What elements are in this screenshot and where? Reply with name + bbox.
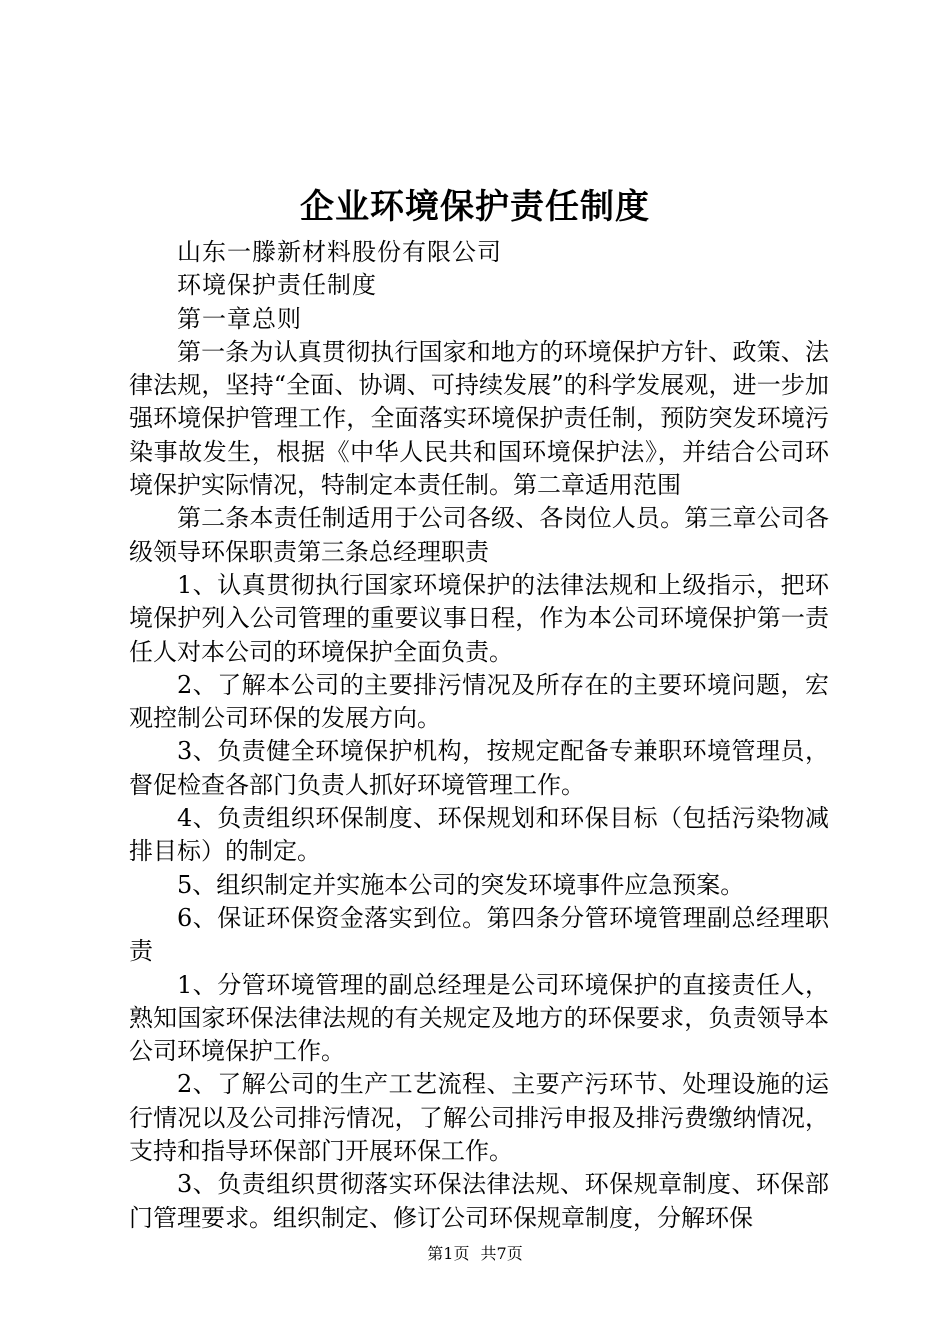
paragraph-gm-duty-4: 4、负责组织环保制度、环保规划和环保目标（包括污染物减排目标）的制定。 bbox=[129, 804, 829, 866]
document-body bbox=[129, 236, 829, 1235]
document-title: 企业环境保护责任制度 bbox=[300, 187, 650, 227]
paragraph-gm-duty-2: 2、了解本公司的主要排污情况及所存在的主要环境问题，宏观控制公司环保的发展方向。 bbox=[129, 670, 829, 733]
paragraph-vp-duty-3: 3、负责组织贯彻落实环保法律法规、环保规章制度、环保部门管理要求。组织制定、修订公司环保规章制度，分解环保 bbox=[129, 1170, 829, 1232]
paragraph-chapter-1: 第一章总则 bbox=[177, 304, 302, 333]
page-footer bbox=[0, 1243, 950, 1265]
paragraph-article-2: 第二条本责任制适用于公司各级、各岗位人员。第三章公司各级领导环保职责第三条总经理职责 bbox=[129, 504, 829, 566]
paragraph-gm-duty-5: 5、组织制定并实施本公司的突发环境事件应急预案。 bbox=[177, 870, 745, 899]
paragraph-vp-duty-1: 1、分管环境管理的副总经理是公司环境保护的直接责任人，熟知国家环保法律法规的有关规定及地方的环保要求，负责领导本公司环境保护工作。 bbox=[129, 970, 829, 1066]
paragraph-gm-duty-6: 6、保证环保资金落实到位。第四条分管环境管理副总经理职责 bbox=[129, 903, 829, 966]
paragraph-gm-duty-3: 3、负责健全环境保护机构，按规定配备专兼职环境管理员，督促检查各部门负责人抓好环境管理工作。 bbox=[129, 737, 829, 799]
page-total: 共7页 bbox=[480, 1244, 523, 1263]
paragraph-article-1: 第一条为认真贯彻执行国家和地方的环境保护方针、政策、法律法规，坚持“全面、协调、可持续发展”的科学发展观，进一步加强环境保护管理工作，全面落实环境保护责任制，预防突发环境污染事故发生，根据《中华人民共和国环境保护法》，并结合公司环境保护实际情况，特制定本责任制。第二章适用范围 bbox=[129, 337, 829, 500]
paragraph-gm-duty-1: 1、认真贯彻执行国家环境保护的法律法规和上级指示，把环境保护列入公司管理的重要议事日程，作为本公司环境保护第一责任人对本公司的环境保护全面负责。 bbox=[129, 570, 829, 666]
paragraph-company: 山东一滕新材料股份有限公司 bbox=[177, 238, 502, 266]
paragraph-vp-duty-2: 2、了解公司的生产工艺流程、主要产污环节、处理设施的运行情况以及公司排污情况，了解公司排污申报及排污费缴纳情况，支持和指导环保部门开展环保工作。 bbox=[129, 1070, 829, 1166]
page-number: 第1页 bbox=[427, 1244, 470, 1263]
paragraph-subtitle: 环境保护责任制度 bbox=[177, 271, 377, 300]
